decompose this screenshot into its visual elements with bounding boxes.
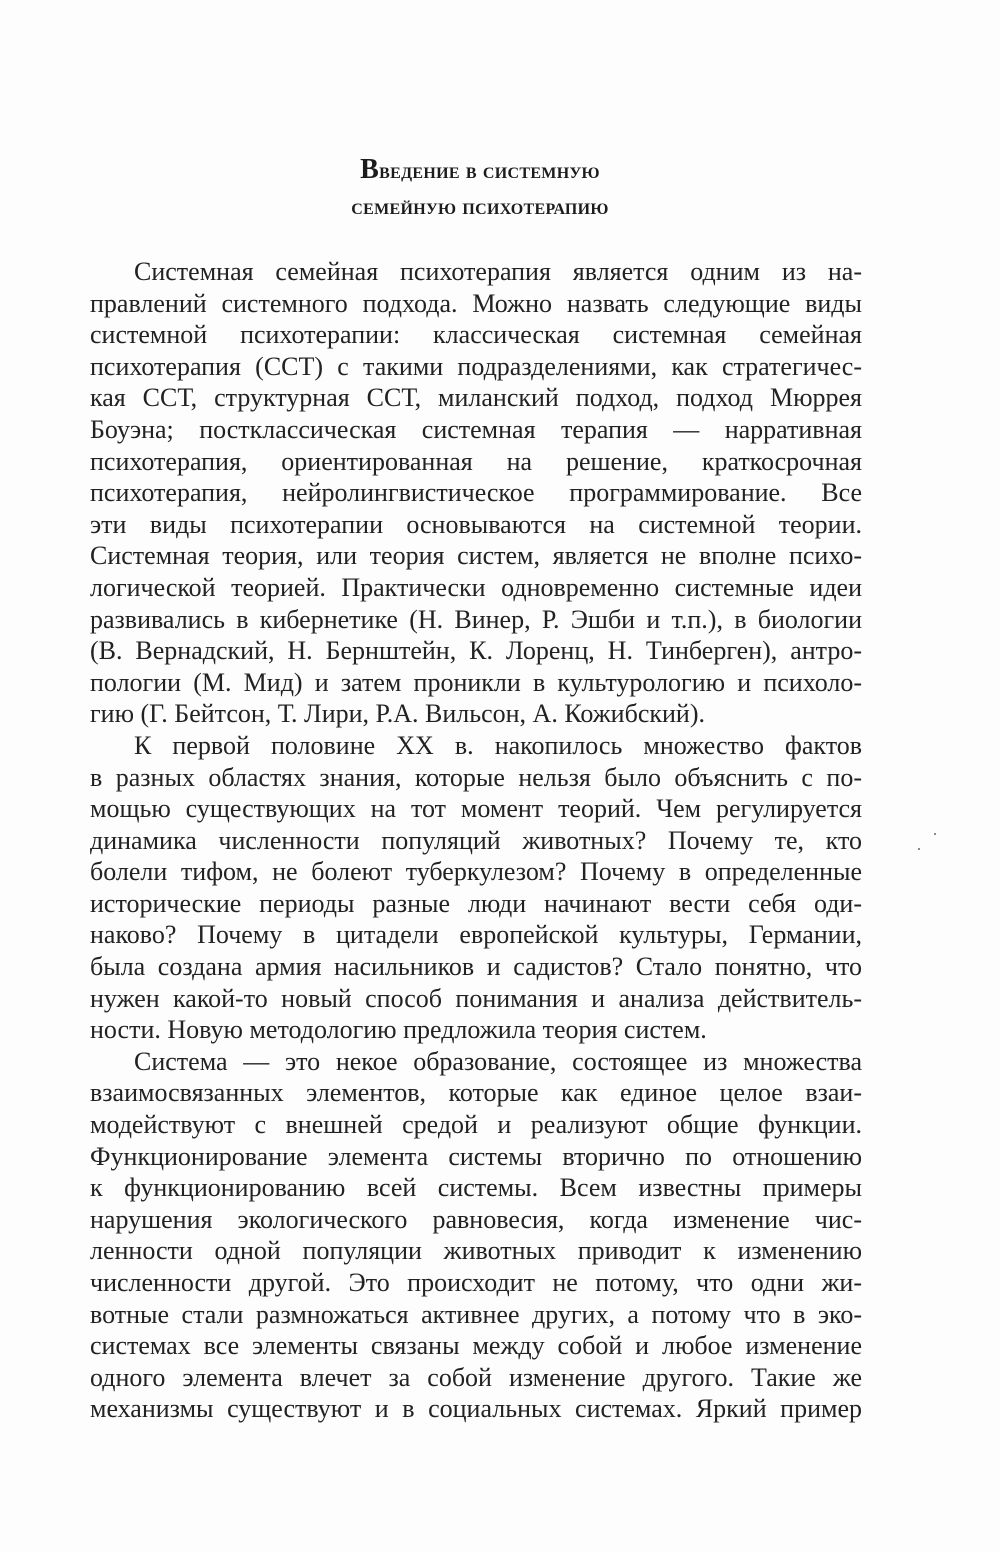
text-line: модействуют с внешней средой и реализуют общие функции. (90, 1110, 862, 1140)
text-line: пологии (М. Мид) и затем проникли в культурологию и психоло- (90, 667, 862, 697)
text-line: наково? Почему в цитадели европейской культуры, Германии, (90, 920, 862, 950)
text-line: нарушения экологического равновесия, когда изменение чис- (90, 1204, 862, 1234)
text-line: психотерапия, нейролингвистическое программирование. Все (90, 478, 862, 508)
text-line: механизмы существуют и в социальных системах. Яркий пример (90, 1394, 862, 1424)
text-line: психотерапия (ССТ) с такими подразделениями, как стратегичес- (90, 351, 862, 381)
text-line: кая ССТ, структурная ССТ, миланский подход, подход Мюррея (90, 383, 862, 413)
text-line: вотные стали размножаться активнее других, а потому что в эко- (90, 1299, 862, 1329)
text-line: одного элемента влечет за собой изменение другого. Такие же (90, 1362, 862, 1392)
paragraph-2 (90, 730, 862, 1046)
text-line: логической теорией. Практически одновременно системные идеи (90, 572, 862, 602)
text-line: Функционирование элемента системы вторично по отношению (90, 1141, 862, 1171)
text-line: системной психотерапии: классическая системная семейная (90, 320, 862, 350)
text-line: развивались в кибернетике (Н. Винер, Р. Эшби и т.п.), в биологии (90, 604, 862, 634)
text-line: ленности одной популяции животных приводит к изменению (90, 1236, 862, 1266)
text-line: психотерапия, ориентированная на решение, краткосрочная (90, 446, 862, 476)
scan-speck (918, 848, 920, 850)
chapter-title (90, 152, 870, 225)
body-text (90, 256, 862, 1425)
text-line: Система — это некое образование, состоящее из множества (134, 1046, 862, 1076)
scan-speck (934, 833, 936, 835)
text-line: взаимосвязанных элементов, которые как единое целое взаи- (90, 1078, 862, 1108)
text-line: численности другой. Это происходит не потому, что одни жи- (90, 1268, 862, 1297)
text-line: нужен какой-то новый способ понимания и анализа действитель- (90, 983, 862, 1013)
text-line: К первой половине XX в. накопилось множество фактов (134, 730, 862, 760)
text-line: мощью существующих на тот момент теорий. Чем регулируется (90, 794, 862, 824)
text-line: была создана армия насильников и садистов? Стало понятно, что (90, 952, 862, 982)
text-line: системах все элементы связаны между собой и любое изменение (90, 1331, 862, 1361)
paragraph-1 (90, 256, 862, 730)
chapter-title-line-1: Введение в системную (360, 154, 600, 185)
text-line: исторические периоды разные люди начинают вести себя оди- (90, 888, 862, 918)
text-line: (В. Вернадский, Н. Бернштейн, К. Лоренц, Н. Тинберген), антро- (90, 636, 862, 666)
text-line: эти виды психотерапии основываются на системной теории. (90, 509, 862, 539)
paragraph-3 (90, 1046, 862, 1425)
text-line: Боуэна; постклассическая системная терапия — нарративная (90, 414, 862, 444)
text-line: болели тифом, не болеют туберкулезом? Почему в определенные (90, 857, 862, 887)
text-line: Системная семейная психотерапия является одним из на- (134, 257, 862, 286)
text-line: в разных областях знания, которые нельзя было объяснить с по- (90, 762, 862, 792)
text-line: гию (Г. Бейтсон, Т. Лири, Р.А. Вильсон, А. Кожибский). (90, 699, 705, 729)
text-line: Системная теория, или теория систем, является не вполне психо- (90, 541, 862, 571)
text-line: ности. Новую методологию предложила теория систем. (90, 1015, 707, 1045)
text-line: правлений системного подхода. Можно назвать следующие виды (90, 288, 862, 318)
text-line: динамика численности популяций животных? Почему те, кто (90, 825, 862, 855)
text-line: к функционированию всей системы. Всем известны примеры (90, 1173, 862, 1203)
chapter-title-line-2: семейную психотерапию (351, 194, 609, 219)
